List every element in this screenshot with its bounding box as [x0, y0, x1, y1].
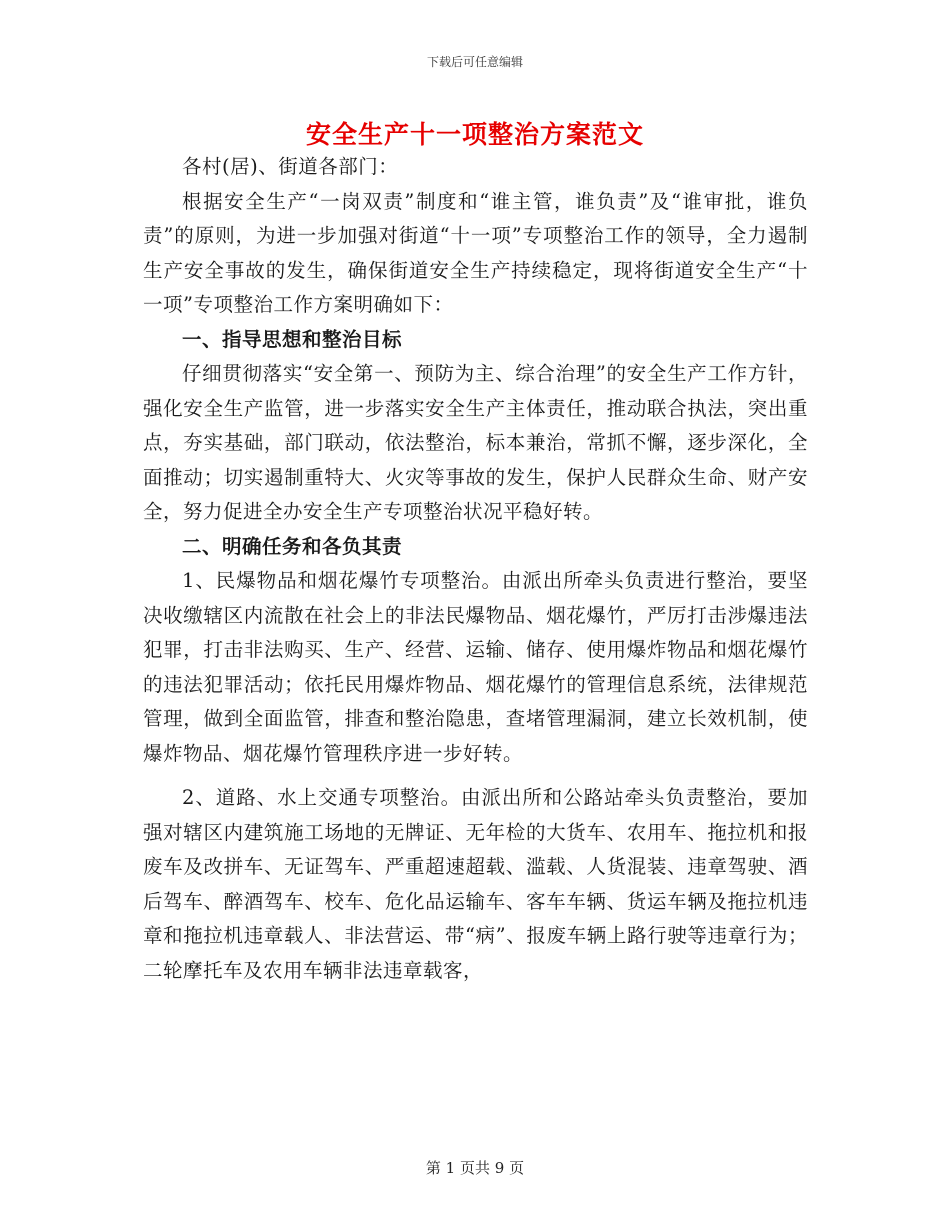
item-1-paragraph: 1、民爆物品和烟花爆竹专项整治。由派出所牵头负责进行整治，要坚决收缴辖区内流散在社会上的非法民爆物品、烟花爆竹，严厉打击涉爆违法犯罪，打击非法购买、生产、经营、运输、储存、使用爆炸物品和烟花爆竹的违法犯罪活动；依托民用爆炸物品、烟花爆竹的管理信息系统，法律规范管理，做到全面监管，排查和整治隐患，查堵管理漏洞，建立长效机制，使爆炸物品、烟花爆竹管理秩序进一步好转。	[143, 569, 808, 765]
intro-paragraph: 根据安全生产“一岗双责”制度和“谁主管，谁负责”及“谁审批，谁负责”的原则，为进一步加强对街道“十一项”专项整治工作的领导，全力遏制生产安全事故的发生，确保街道安全生产持续稳定，现将街道安全生产“十一项”专项整治工作方案明确如下：	[143, 189, 808, 316]
page-header: 下载后可任意编辑	[426, 55, 523, 69]
page-footer: 第 1 页共 9 页	[425, 1159, 525, 1177]
section-1-paragraph: 仔细贯彻落实“安全第一、预防为主、综合治理”的安全生产工作方针，强化安全生产监管，进一步落实安全生产主体责任，推动联合执法，突出重点，夯实基础，部门联动，依法整治，标本兼治，常抓不懈，逐步深化，全面推动；切实遏制重特大、火灾等事故的发生，保护人民群众生命、财产安全，努力促进全办安全生产专项整治状况平稳好转。	[143, 362, 808, 523]
document-title: 安全生产十一项整治方案范文	[305, 120, 644, 149]
salutation: 各村(居)、街道各部门：	[182, 155, 399, 178]
document-body	[143, 150, 808, 988]
item-2-paragraph: 2、道路、水上交通专项整治。由派出所和公路站牵头负责整治，要加强对辖区内建筑施工场地的无牌证、无年检的大货车、农用车、拖拉机和报废车及改拼车、无证驾车、严重超速超载、滥载、人货混装、违章驾驶、酒后驾车、醉酒驾车、校车、危化品运输车、客车车辆、货运车辆及拖拉机违章和拖拉机违章载人、非法营运、带“病”、报废车辆上路行驶等违章行为；二轮摩托车及农用车辆非法违章载客，	[143, 786, 808, 982]
section-heading-1: 一、指导思想和整治目标	[182, 327, 403, 351]
section-heading-2: 二、明确任务和各负其责	[182, 534, 403, 558]
